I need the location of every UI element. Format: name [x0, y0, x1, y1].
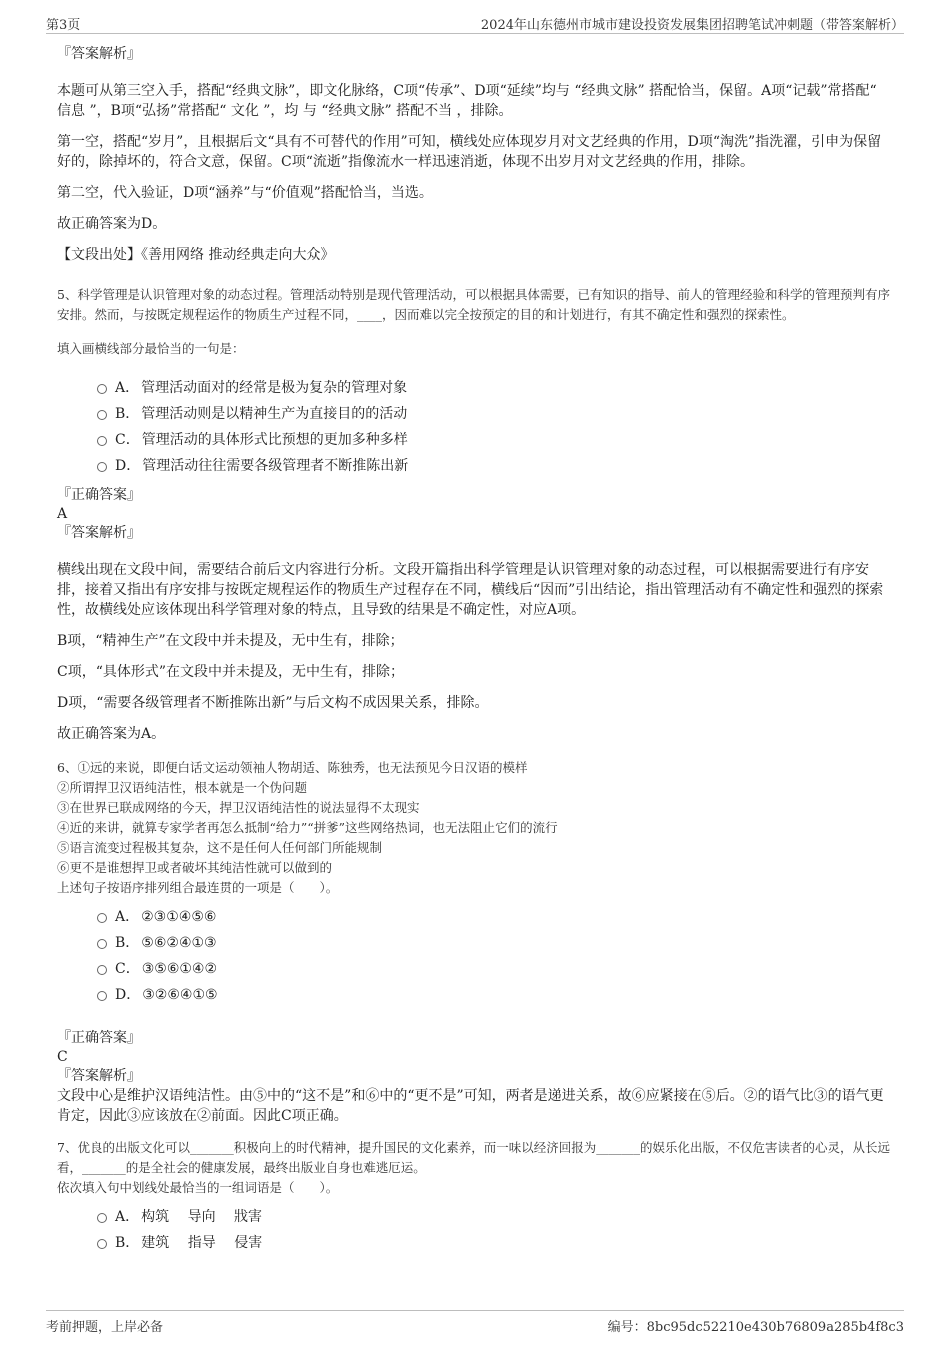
- analysis-label: 『答案解析』: [57, 1068, 141, 1084]
- sentence-item: ⑤语言流变过程极其复杂，这不是任何人任何部门所能规制: [57, 840, 383, 855]
- option-c[interactable]: C． 管理活动的具体形式比预想的更加多种多样: [97, 427, 892, 453]
- analysis-paragraph: 第一空，搭配“岁月”，且根据后文“具有不可替代的作用”可知，横线处应体现岁月对文艺经典的作用，D项“淘洗”指洗濯，引申为保留好的，除掉坏的，符合文意，保留。C项“流逝”指像流水一样迅速消逝，体现不出岁月对文艺经典的作用，排除。: [57, 134, 882, 170]
- radio-button[interactable]: [97, 462, 107, 472]
- correct-answer: C: [57, 1049, 68, 1065]
- correct-answer: A: [57, 506, 68, 522]
- option-a[interactable]: A． 管理活动面对的经常是极为复杂的管理对象: [97, 375, 892, 401]
- analysis-label: 『答案解析』: [57, 46, 141, 62]
- sentence-item: ④近的来讲，就算专家学者再怎么抵制“给力”“拼爹”这些网络热词，也无法阻止它们的流行: [57, 820, 558, 835]
- analysis-paragraph: 第二空，代入验证，D项“涵养”与“价值观”搭配恰当，当选。: [57, 185, 433, 201]
- radio-button[interactable]: [97, 913, 107, 923]
- options-list: [97, 904, 892, 1008]
- option-b[interactable]: B． 管理活动则是以精神生产为直接目的的活动: [97, 401, 892, 427]
- question-stem: 6、①远的来说，即便白话文运动领袖人物胡适、陈独秀，也无法预见今日汉语的模样: [57, 760, 528, 775]
- page-footer: [46, 1310, 904, 1335]
- radio-button[interactable]: [97, 1213, 107, 1223]
- sentence-item: ②所谓捍卫汉语纯洁性，根本就是一个伪问题: [57, 780, 308, 795]
- sentence-item: ③在世界已联成网络的今天，捍卫汉语纯洁性的说法显得不太现实: [57, 800, 420, 815]
- analysis-paragraph: 故正确答案为D。: [57, 216, 167, 232]
- document-id: 编号：8bc95dc52210e430b76809a285b4f8c3: [607, 1320, 904, 1335]
- answer-label: 『正确答案』: [57, 487, 141, 503]
- option-d[interactable]: D． 管理活动往往需要各级管理者不断推陈出新: [97, 453, 892, 479]
- radio-button[interactable]: [97, 410, 107, 420]
- radio-button[interactable]: [97, 965, 107, 975]
- option-b[interactable]: B． 建筑 指导 侵害: [97, 1230, 892, 1256]
- option-a[interactable]: A． 构筑 导向 戕害: [97, 1204, 892, 1230]
- analysis-paragraph: B项，“精神生产”在文段中并未提及，无中生有，排除；: [57, 633, 404, 649]
- document-body: [57, 44, 892, 1256]
- analysis-paragraph: 文段中心是维护汉语纯洁性。由⑤中的“这不是”和⑥中的“更不是”可知，两者是递进关系，故⑥应紧接在⑤后。②的语气比③的语气更肯定，因此③应该放在②前面。因此C项正确。: [57, 1088, 884, 1124]
- analysis-paragraph: 本题可从第三空入手，搭配“经典文脉”，即文化脉络，C项“传承”、D项“延续”均与 “经典文脉” 搭配恰当，保留。A项“记载”常搭配“ 信息 ”，B项“弘扬”常搭配“ 文化 ”，均 与 “经典文脉” 搭配不当 ，排除。: [57, 83, 877, 119]
- option-d[interactable]: D． ③②⑥④①⑤: [97, 982, 892, 1008]
- answer-label: 『正确答案』: [57, 1030, 141, 1046]
- question-instruction: 依次填入句中划线处最恰当的一组词语是（ ）。: [57, 1180, 339, 1195]
- option-b[interactable]: B． ⑤⑥②④①③: [97, 930, 892, 956]
- radio-button[interactable]: [97, 384, 107, 394]
- page-header: [46, 13, 904, 34]
- analysis-paragraph: 横线出现在文段中间，需要结合前后文内容进行分析。文段开篇指出科学管理是认识管理对象的动态过程，可以根据需要进行有序安排，接着又指出有序安排与按既定规程运作的物质生产过程存在不同，横线后“因而”引出结论，指出管理活动有不确定性和强烈的探索性，故横线处应该体现出科学管理对象的特点，且导致的结果是不确定性，对应A项。: [57, 562, 884, 618]
- options-list: [97, 1204, 892, 1256]
- sentence-item: ⑥更不是谁想捍卫或者破坏其纯洁性就可以做到的: [57, 860, 333, 875]
- question-instruction: 上述句子按语序排列组合最连贯的一项是（ ）。: [57, 880, 339, 895]
- document-title: 2024年山东德州市城市建设投资发展集团招聘笔试冲刺题（带答案解析）: [480, 18, 904, 33]
- question-stem: 5、科学管理是认识管理对象的动态过程。管理活动特别是现代管理活动，可以根据具体需要，已有知识的指导、前人的管理经验和科学的管理预判有序安排。然而，与按既定规程运作的物质生产过程不同，____，因而难以完全按预定的目的和计划进行，有其不确定性和强烈的探索性。: [57, 287, 890, 322]
- footer-slogan: 考前押题，上岸必备: [46, 1320, 164, 1335]
- radio-button[interactable]: [97, 1239, 107, 1249]
- option-c[interactable]: C． ③⑤⑥①④②: [97, 956, 892, 982]
- analysis-paragraph: C项，“具体形式”在文段中并未提及，无中生有，排除；: [57, 664, 405, 680]
- radio-button[interactable]: [97, 991, 107, 1001]
- question-instruction: 填入画横线部分最恰当的一句是：: [57, 341, 245, 356]
- source-citation: 【文段出处】《善用网络 推动经典走向大众》: [57, 247, 335, 263]
- radio-button[interactable]: [97, 436, 107, 446]
- option-a[interactable]: A． ②③①④⑤⑥: [97, 904, 892, 930]
- page-number: 第3页: [46, 18, 81, 33]
- question-stem: 7、优良的出版文化可以_______积极向上的时代精神，提升国民的文化素养，而一味以经济回报为_______的娱乐化出版，不仅危害读者的心灵，从长远看，_______的是全社会的健康发展，最终出版业自身也难逃厄运。: [57, 1140, 890, 1175]
- options-list: [97, 375, 892, 479]
- analysis-paragraph: 故正确答案为A。: [57, 726, 166, 742]
- analysis-paragraph: D项，“需要各级管理者不断推陈出新”与后文构不成因果关系，排除。: [57, 695, 489, 711]
- analysis-label: 『答案解析』: [57, 525, 141, 541]
- radio-button[interactable]: [97, 939, 107, 949]
